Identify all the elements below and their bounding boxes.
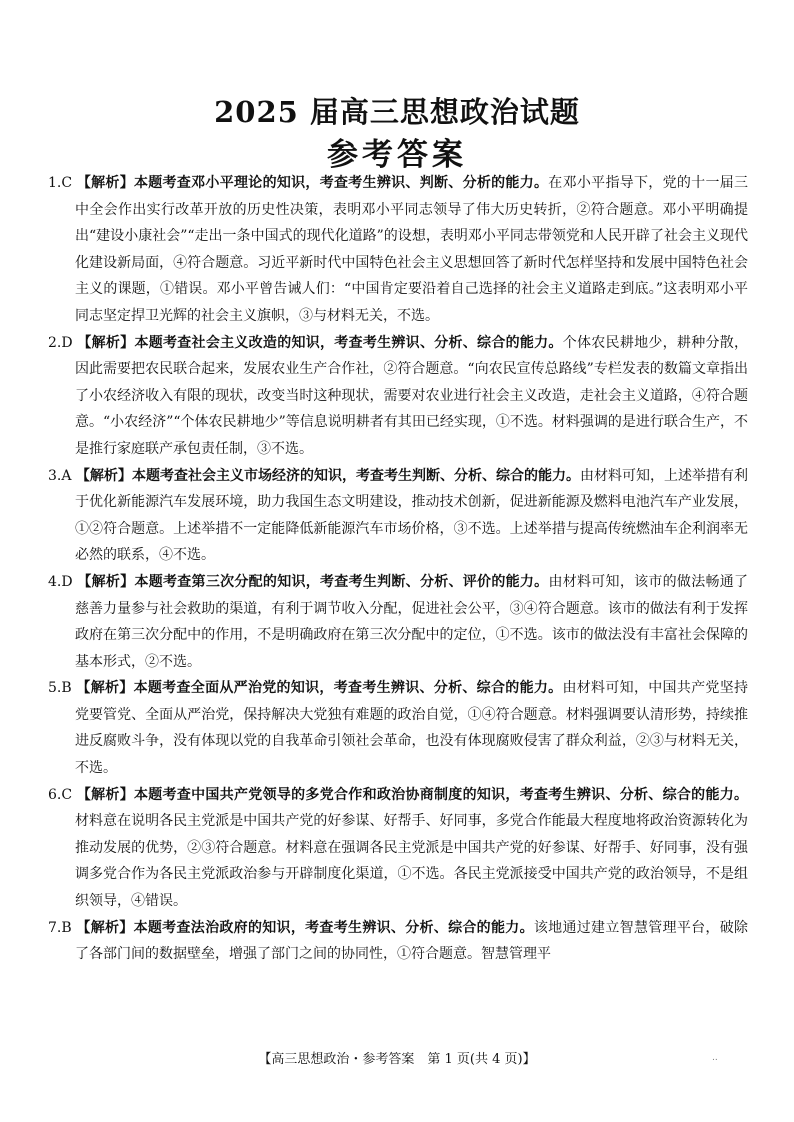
answer-body: 在邓小平指导下，党的十一届三中全会作出实行改革开放的历史性决策，表明邓小平同志领导了伟大历史转折，②符合题意。邓小平明确提出“建设小康社会”“走出一条中国式的现代化道路”的设想，表明邓小平同志带领党和人民开辟了社会主义现代化建设新局面，④符合题意。习近平新时代中国特色社会主义思想回答了新时代怎样坚持和发展中国特色社会主义的课题，①错误。邓小平曾告诫人们：“中国肯定要沿着自己选择的社会主义道路走到底。”这表明邓小平同志坚定捍卫光辉的社会主义旗帜，③与材料无关，不选。 [75,175,749,324]
page-footer: 【高三思想政治・参考答案 第 1 页(共 4 页)】 [258,1052,536,1067]
answer-number: 6.C [48,786,73,803]
answer-body: 该地通过建立智慧管理平台，破除了各部门间的数据壁垒，增强了部门之间的协同性，①符合题意。智慧管理平 [75,919,749,963]
answer-intro: 本题考查社会主义市场经济的知识，考查考生判断、分析、综合的能力。 [131,467,580,484]
answer-intro: 本题考查邓小平理论的知识，考查考生辨识、判断、分析的能力。 [133,175,549,191]
answer-number: 4.D [48,573,73,590]
analysis-label: 【解析】 [76,680,134,697]
answer-number: 3.A [48,467,72,484]
answer-item-7 [48,915,748,968]
answer-body: 由材料可知，该市的做法畅通了慈善力量参与社会救助的渠道，有利于调节收入分配，促进社会公平，③④符合题意。该市的做法有利于发挥政府在第三次分配中的作用，不是明确政府在第三次分配中的定位，①不选。该市的做法没有丰富社会保障的基本形式，②不选。 [75,573,749,670]
analysis-label: 【解析】 [76,919,134,936]
page-title: 2025 届高三思想政治试题 [214,95,580,129]
analysis-label: 【解析】 [76,786,134,803]
answer-intro: 本题考查法治政府的知识，考查考生辨识、分析、综合的能力。 [133,919,534,936]
analysis-label: 【解析】 [77,573,135,590]
answer-intro: 本题考查第三次分配的知识，考查考生判断、分析、评价的能力。 [134,573,549,590]
answer-item-6 [48,782,748,915]
answer-number: 7.B [48,919,72,936]
answer-item-5 [48,675,748,781]
answer-body: 材料意在说明各民主党派是中国共产党的好参谋、好帮手、好同事，多党合作能最大程度地将政治资源转化为推动发展的优势，②③符合题意。材料意在强调各民主党派是中国共产党的好参谋、好帮手、好同事，没有强调多党合作为各民主党派政治参与开辟制度化渠道，①不选。各民主党派接受中国共产党的政治领导，不是组织领导，④错误。 [75,813,748,910]
answer-list [48,170,748,968]
answer-number: 5.B [48,680,72,697]
analysis-label: 【解析】 [75,467,132,484]
answer-intro: 本题考查中国共产党领导的多党合作和政治协商制度的知识，考查考生辨识、分析、综合的能力。 [133,786,749,803]
answer-intro: 本题考查全面从严治党的知识，考查考生辨识、分析、综合的能力。 [133,680,563,697]
answer-number: 2.D [48,334,73,351]
answer-body: 由材料可知，上述举措有利于优化新能源汽车发展环境，助力我国生态文明建设，推动技术创新，促进新能源及燃料电池汽车产业发展，①②符合题意。上述举措不一定能降低新能源汽车市场价格，③不选。上述举措与提高传统燃油车企利润率无必然的联系，④不选。 [75,467,749,564]
corner-mark: .. [712,1053,718,1063]
answer-body: 个体农民耕地少，耕种分散，因此需要把农民联合起来，发展农业生产合作社，②符合题意。“向农民宣传总路线”专栏发表的数篇文章指出了小农经济收入有限的现状，改变当时这种现状，需要对农业进行社会主义改造，走社会主义道路，④符合题意。“小农经济”“个体农民耕地少”等信息说明耕者有其田已经实现，①不选。材料强调的是进行联合生产，不是推行家庭联产承包责任制，③不选。 [75,334,749,457]
analysis-label: 【解析】 [76,175,134,191]
answer-item-1 [48,170,748,330]
answer-item-3 [48,463,748,569]
analysis-label: 【解析】 [77,334,135,351]
answer-intro: 本题考查社会主义改造的知识，考查考生辨识、分析、综合的能力。 [134,334,563,351]
answer-item-4 [48,569,748,675]
answer-item-2 [48,330,748,463]
answer-body: 由材料可知，中国共产党坚持党要管党、全面从严治党，保持解决大党独有难题的政治自觉，①④符合题意。材料强调要认清形势，持续推进反腐败斗争，没有体现以党的自我革命引领社会革命，也没有体现腐败侵害了群众利益，②③与材料无关，不选。 [75,680,749,777]
answer-number: 1.C [48,175,73,191]
page-subtitle: 参考答案 [327,137,467,173]
